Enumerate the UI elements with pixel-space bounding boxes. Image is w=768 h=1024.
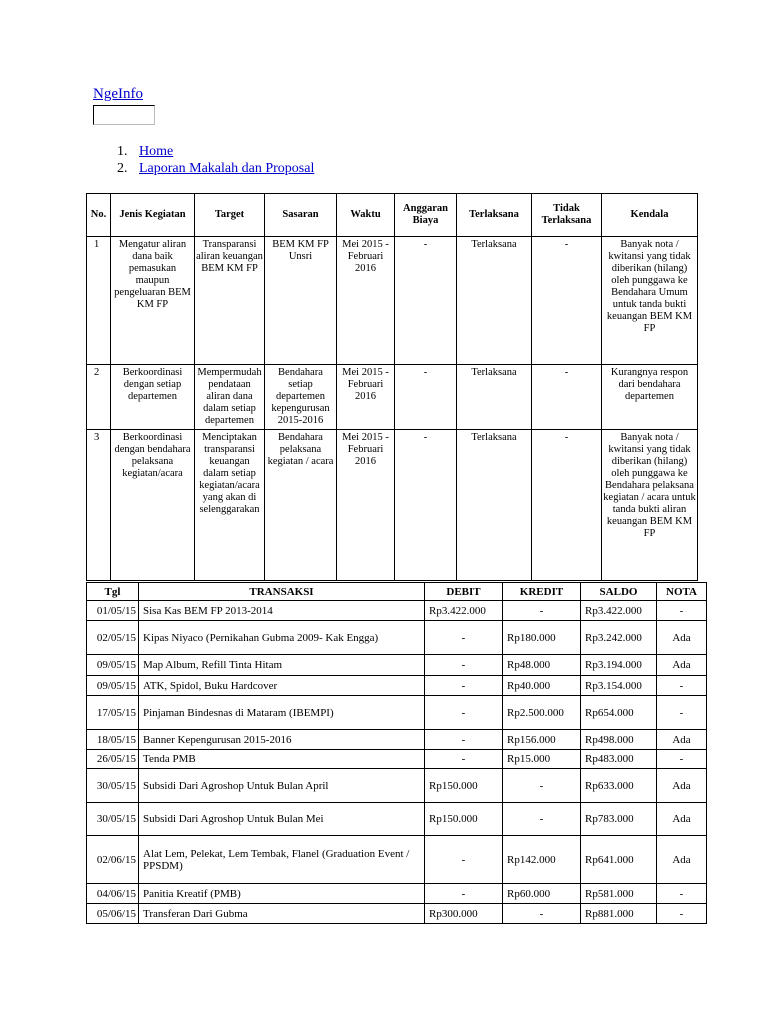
ledger-cell-balance: Rp654.000 bbox=[581, 696, 657, 730]
program-cell: Berkoordinasi dengan setiap departemen bbox=[111, 365, 195, 430]
ledger-row bbox=[87, 601, 707, 621]
ledger-cell-credit: Rp180.000 bbox=[503, 621, 581, 655]
ledger-cell-nota: - bbox=[657, 696, 707, 730]
program-cell: Mengatur aliran dana baik pemasukan maupun pengeluaran BEM KM FP bbox=[111, 237, 195, 365]
program-header-cell: Terlaksana bbox=[457, 194, 532, 237]
ledger-cell-transaction: Banner Kepengurusan 2015-2016 bbox=[139, 730, 425, 750]
program-header-cell: No. bbox=[87, 194, 111, 237]
ledger-cell-balance: Rp483.000 bbox=[581, 750, 657, 769]
ledger-cell-balance: Rp633.000 bbox=[581, 769, 657, 803]
ledger-cell-transaction: Panitia Kreatif (PMB) bbox=[139, 884, 425, 904]
ledger-cell-credit: - bbox=[503, 803, 581, 836]
program-header-cell: Jenis Kegiatan bbox=[111, 194, 195, 237]
program-cell: 1 bbox=[87, 237, 111, 365]
ledger-cell-transaction: Kipas Niyaco (Pernikahan Gubma 2009- Kak Engga) bbox=[139, 621, 425, 655]
ledger-cell-date: 17/05/15 bbox=[87, 696, 139, 730]
ledger-cell-credit: Rp15.000 bbox=[503, 750, 581, 769]
ledger-cell-credit: Rp40.000 bbox=[503, 676, 581, 696]
program-cell: Bendahara setiap departemen kepengurusan 2015-2016 bbox=[265, 365, 337, 430]
program-cell: Banyak nota / kwitansi yang tidak diberikan (hilang) oleh punggawa ke Bendahara pelaksana kegiatan / acara untuk tanda bukti aliran keuangan BEM KM FP bbox=[602, 430, 698, 581]
program-header-row bbox=[87, 194, 698, 237]
ledger-cell-date: 09/05/15 bbox=[87, 676, 139, 696]
ledger-cell-date: 18/05/15 bbox=[87, 730, 139, 750]
ledger-cell-transaction: Alat Lem, Pelekat, Lem Tembak, Flanel (Graduation Event / PPSDM) bbox=[139, 836, 425, 884]
ledger-cell-credit: Rp142.000 bbox=[503, 836, 581, 884]
program-cell: Terlaksana bbox=[457, 430, 532, 581]
program-cell: - bbox=[395, 237, 457, 365]
program-cell: Berkoordinasi dengan bendahara pelaksana kegiatan/acara bbox=[111, 430, 195, 581]
program-header-cell: Target bbox=[195, 194, 265, 237]
ledger-cell-balance: Rp3.242.000 bbox=[581, 621, 657, 655]
ledger-header-cell: Tgl bbox=[87, 583, 139, 601]
ledger-header-cell: KREDIT bbox=[503, 583, 581, 601]
program-cell: - bbox=[532, 365, 602, 430]
program-cell: Mempermudah pendataan aliran dana dalam setiap departemen bbox=[195, 365, 265, 430]
ledger-cell-nota: Ada bbox=[657, 803, 707, 836]
ledger-cell-nota: - bbox=[657, 750, 707, 769]
ledger-cell-credit: Rp60.000 bbox=[503, 884, 581, 904]
ledger-row bbox=[87, 904, 707, 924]
ledger-header-cell: SALDO bbox=[581, 583, 657, 601]
program-cell: BEM KM FP Unsri bbox=[265, 237, 337, 365]
ledger-cell-balance: Rp498.000 bbox=[581, 730, 657, 750]
program-cell: - bbox=[395, 430, 457, 581]
nav-item-number: 1. bbox=[117, 144, 128, 159]
ledger-row bbox=[87, 655, 707, 676]
ledger-cell-debit: - bbox=[425, 621, 503, 655]
program-cell: Banyak nota / kwitansi yang tidak diberikan (hilang) oleh punggawa ke Bendahara Umum untuk tanda bukti keuangan BEM KM FP bbox=[602, 237, 698, 365]
ledger-cell-transaction: Tenda PMB bbox=[139, 750, 425, 769]
ledger-cell-nota: Ada bbox=[657, 621, 707, 655]
ledger-cell-debit: - bbox=[425, 750, 503, 769]
program-cell: Mei 2015 - Februari 2016 bbox=[337, 237, 395, 365]
ledger-cell-debit: Rp150.000 bbox=[425, 769, 503, 803]
ledger-cell-nota: - bbox=[657, 601, 707, 621]
ledger-cell-date: 30/05/15 bbox=[87, 769, 139, 803]
program-cell: - bbox=[395, 365, 457, 430]
ledger-cell-transaction: Subsidi Dari Agroshop Untuk Bulan April bbox=[139, 769, 425, 803]
ledger-row bbox=[87, 676, 707, 696]
ledger-cell-date: 04/06/15 bbox=[87, 884, 139, 904]
ledger-cell-debit: Rp3.422.000 bbox=[425, 601, 503, 621]
ledger-row bbox=[87, 750, 707, 769]
ledger-cell-transaction: Map Album, Refill Tinta Hitam bbox=[139, 655, 425, 676]
ledger-cell-transaction: Subsidi Dari Agroshop Untuk Bulan Mei bbox=[139, 803, 425, 836]
ledger-cell-debit: - bbox=[425, 836, 503, 884]
program-header-cell: Sasaran bbox=[265, 194, 337, 237]
program-cell: 2 bbox=[87, 365, 111, 430]
ledger-cell-nota: Ada bbox=[657, 769, 707, 803]
ledger-header-row bbox=[87, 583, 707, 601]
program-cell: Terlaksana bbox=[457, 365, 532, 430]
ledger-cell-date: 26/05/15 bbox=[87, 750, 139, 769]
ledger-cell-balance: Rp641.000 bbox=[581, 836, 657, 884]
nav-item-number: 2. bbox=[117, 161, 128, 176]
program-row bbox=[87, 430, 698, 581]
program-header-cell: Anggaran Biaya bbox=[395, 194, 457, 237]
ledger-cell-nota: Ada bbox=[657, 655, 707, 676]
ledger-row bbox=[87, 621, 707, 655]
ledger-cell-date: 09/05/15 bbox=[87, 655, 139, 676]
ledger-cell-credit: - bbox=[503, 769, 581, 803]
nav-link-laporan[interactable]: Laporan Makalah dan Proposal bbox=[139, 161, 315, 176]
program-cell: Mei 2015 - Februari 2016 bbox=[337, 430, 395, 581]
ledger-cell-nota: - bbox=[657, 904, 707, 924]
ledger-cell-balance: Rp783.000 bbox=[581, 803, 657, 836]
ledger-cell-credit: - bbox=[503, 601, 581, 621]
program-header-cell: Kendala bbox=[602, 194, 698, 237]
ledger-cell-credit: Rp48.000 bbox=[503, 655, 581, 676]
ledger-cell-balance: Rp3.154.000 bbox=[581, 676, 657, 696]
ledger-cell-balance: Rp581.000 bbox=[581, 884, 657, 904]
program-cell: Kurangnya respon dari bendahara departemen bbox=[602, 365, 698, 430]
ledger-header-cell: NOTA bbox=[657, 583, 707, 601]
ledger-cell-debit: - bbox=[425, 676, 503, 696]
ledger-row bbox=[87, 836, 707, 884]
ledger-cell-debit: Rp150.000 bbox=[425, 803, 503, 836]
program-cell: Terlaksana bbox=[457, 237, 532, 365]
ledger-row bbox=[87, 769, 707, 803]
program-header-cell: Tidak Terlaksana bbox=[532, 194, 602, 237]
search-input[interactable] bbox=[93, 105, 155, 125]
ledger-row bbox=[87, 884, 707, 904]
ledger-cell-debit: Rp300.000 bbox=[425, 904, 503, 924]
program-header-cell: Waktu bbox=[337, 194, 395, 237]
ledger-cell-transaction: Transferan Dari Gubma bbox=[139, 904, 425, 924]
site-title-link[interactable]: NgeInfo bbox=[93, 86, 143, 102]
ledger-cell-transaction: ATK, Spidol, Buku Hardcover bbox=[139, 676, 425, 696]
ledger-cell-date: 01/05/15 bbox=[87, 601, 139, 621]
program-row bbox=[87, 365, 698, 430]
program-cell: Transparansi aliran keuangan BEM KM FP bbox=[195, 237, 265, 365]
ledger-cell-credit: - bbox=[503, 904, 581, 924]
ledger-row bbox=[87, 696, 707, 730]
program-table bbox=[86, 193, 698, 581]
nav-item bbox=[117, 143, 314, 160]
ledger-cell-balance: Rp3.422.000 bbox=[581, 601, 657, 621]
program-cell: Menciptakan transparansi keuangan dalam setiap kegiatan/acara yang akan di selenggarakan bbox=[195, 430, 265, 581]
ledger-row bbox=[87, 730, 707, 750]
ledger-cell-debit: - bbox=[425, 884, 503, 904]
ledger-cell-transaction: Pinjaman Bindesnas di Mataram (IBEMPI) bbox=[139, 696, 425, 730]
nav-link-home[interactable]: Home bbox=[139, 144, 174, 159]
ledger-cell-date: 05/06/15 bbox=[87, 904, 139, 924]
ledger-cell-credit: Rp156.000 bbox=[503, 730, 581, 750]
ledger-header-cell: TRANSAKSI bbox=[139, 583, 425, 601]
ledger-cell-credit: Rp2.500.000 bbox=[503, 696, 581, 730]
ledger-cell-nota: - bbox=[657, 676, 707, 696]
program-cell: - bbox=[532, 237, 602, 365]
nav-list bbox=[117, 143, 314, 177]
ledger-cell-nota: Ada bbox=[657, 836, 707, 884]
ledger-cell-debit: - bbox=[425, 696, 503, 730]
program-cell: - bbox=[532, 430, 602, 581]
ledger-header-cell: DEBIT bbox=[425, 583, 503, 601]
ledger-cell-date: 02/05/15 bbox=[87, 621, 139, 655]
nav-item bbox=[117, 160, 314, 177]
ledger-table bbox=[86, 582, 707, 924]
program-cell: 3 bbox=[87, 430, 111, 581]
ledger-row bbox=[87, 803, 707, 836]
ledger-cell-nota: - bbox=[657, 884, 707, 904]
program-cell: Bendahara pelaksana kegiatan / acara bbox=[265, 430, 337, 581]
ledger-cell-debit: - bbox=[425, 730, 503, 750]
program-cell: Mei 2015 - Februari 2016 bbox=[337, 365, 395, 430]
ledger-cell-nota: Ada bbox=[657, 730, 707, 750]
ledger-cell-date: 02/06/15 bbox=[87, 836, 139, 884]
ledger-cell-debit: - bbox=[425, 655, 503, 676]
ledger-cell-date: 30/05/15 bbox=[87, 803, 139, 836]
program-row bbox=[87, 237, 698, 365]
ledger-cell-transaction: Sisa Kas BEM FP 2013-2014 bbox=[139, 601, 425, 621]
ledger-cell-balance: Rp881.000 bbox=[581, 904, 657, 924]
ledger-cell-balance: Rp3.194.000 bbox=[581, 655, 657, 676]
